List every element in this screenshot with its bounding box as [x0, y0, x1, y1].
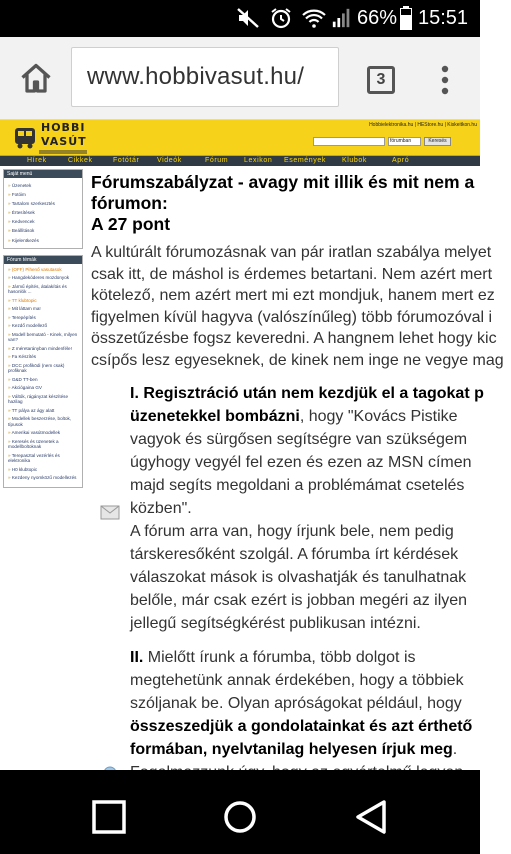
partner-links[interactable]: Hobbielektronika.hu | HEStore.hu | Kiskeitkon.hu — [369, 122, 477, 128]
rule-1-line: úgyhogy vegyél fel ezen és ezen az MSN címen — [130, 454, 472, 471]
article-title — [91, 172, 491, 235]
forum-topics-box — [3, 255, 83, 488]
home-circle-icon[interactable] — [222, 800, 258, 836]
forum-topic-link[interactable]: » Keresés és üzenetek a modellboltoknak — [8, 439, 80, 450]
site-logo[interactable] — [13, 121, 87, 155]
nav-fototar[interactable]: Fotótár — [113, 157, 140, 164]
forum-topic-link[interactable]: » H0 klubtopic — [8, 467, 80, 473]
forum-topic-link[interactable]: » Z méretarányban mindenféle! — [8, 346, 80, 352]
browser-toolbar — [0, 37, 480, 120]
logo-text-top: HOBBI — [41, 121, 86, 134]
url-text: www.hobbivasut.hu/ — [87, 63, 305, 90]
status-bar — [0, 0, 480, 37]
sidebar-item-notifications[interactable]: » Értesítések — [8, 208, 80, 217]
nav-lexikon[interactable]: Lexikon — [244, 157, 273, 164]
forum-topic-link[interactable]: » Modell bemutató - Kinek, milyen van? — [8, 332, 80, 343]
nav-apro[interactable]: Apró — [392, 157, 410, 164]
my-menu-box — [3, 169, 83, 249]
rule-2-line: szóljanak be. Olyan apróságokat például, hogy — [130, 695, 462, 712]
rule-1-line: közben". — [130, 500, 192, 517]
search-scope-select[interactable]: fórumban — [388, 137, 421, 146]
my-menu-title: Saját menü — [4, 170, 82, 178]
address-bar[interactable] — [71, 47, 339, 107]
tabs-icon[interactable]: 3 — [367, 66, 395, 94]
sidebar-item-logout[interactable]: » Kijelentkezés — [8, 236, 80, 245]
sidebar — [0, 169, 84, 494]
site-header — [0, 120, 480, 156]
envelope-icon — [100, 502, 120, 520]
search-button[interactable]: Keresés — [424, 137, 451, 146]
sidebar-item-content-edit[interactable]: » Tartalom szerkesztés — [8, 199, 80, 208]
my-menu-list — [4, 178, 82, 248]
rule-1b-line: A fórum arra van, hogy írjunk bele, nem pedig — [130, 523, 454, 540]
forum-topics-title: Fórum témák — [4, 256, 82, 264]
forum-topic-link[interactable]: » G&D TT-ben — [8, 377, 80, 383]
sidebar-item-messages[interactable]: » Üzenetek — [8, 181, 80, 190]
rule-1b-line: társkeresőként szolgál. A fórumba írt kérdések — [130, 546, 459, 563]
train-logo-icon — [13, 125, 39, 151]
forum-topic-link[interactable]: » TT klubtopic — [8, 298, 80, 304]
home-icon[interactable] — [18, 61, 54, 97]
nav-klubok[interactable]: Klubok — [342, 157, 368, 164]
rails-icon — [39, 150, 87, 154]
forum-topic-link[interactable]: » Modellek beszerzése, boltok, típusok — [8, 416, 80, 427]
wifi-icon — [300, 6, 328, 30]
sidebar-item-settings[interactable]: » Beállítások — [8, 226, 80, 235]
clock: 15:51 — [418, 7, 469, 29]
rule-1b-line: jellegű segítségkérést publikusan intézni. — [130, 615, 421, 632]
rule-1-bold: Regisztráció után nem kezdjük el a tagokat p — [143, 385, 484, 402]
system-nav-bar — [0, 770, 480, 854]
forum-topic-link[interactable]: » Jármű építés, átalakítás és hasonlók ... — [8, 284, 80, 295]
nav-cikkek[interactable]: Cikkek — [68, 157, 93, 164]
forum-topic-link[interactable]: » DCC profiködi (nem csak) profiknak — [8, 363, 80, 374]
sidebar-item-favorites[interactable]: » Kedvencek — [8, 217, 80, 226]
nav-hirek[interactable]: Hírek — [27, 157, 47, 164]
forum-topic-link[interactable]: » Mit láttam ma! — [8, 306, 80, 312]
rule-2-line: Mielőtt írunk a fórumba, több dolgot is — [147, 649, 416, 666]
forum-topic-link[interactable]: » TT pálya az ágy alatt — [8, 408, 80, 414]
forum-topic-link[interactable]: » (OFF) Pihenő vasutasok — [8, 267, 80, 273]
site-nav — [0, 156, 480, 166]
rule-1-line: majd segíts megoldani a problémámat csetelés — [130, 477, 465, 494]
rule-2-line: megtehetünk annak érdekében, hogy a többiek — [130, 672, 464, 689]
rule-1-bold-2: üzenetekkel bombázni — [130, 408, 300, 425]
rule-number: II. — [130, 649, 144, 666]
article-header — [91, 172, 491, 235]
rule-2-end: . — [452, 741, 458, 758]
article-title-line: Fórumszabályzat - avagy mit illik és mit nem a — [91, 172, 475, 192]
nav-forum[interactable]: Fórum — [205, 157, 229, 164]
rule-2-bold: összeszedjük a gondolatainkat és azt érthető — [130, 718, 473, 735]
article-title-line: A 27 pont — [91, 214, 171, 234]
rule-2-bold: formában, nyelvtanilag helyesen írjuk meg — [130, 741, 453, 758]
forum-topic-link[interactable]: » Váltók, rágányzat készítése hazilag — [8, 394, 80, 405]
rule-1b-line: válaszokat mások is olvashatják és tanulhatnak — [130, 569, 467, 586]
battery-icon — [398, 6, 414, 30]
signal-icon — [331, 6, 353, 30]
recents-icon[interactable] — [92, 800, 126, 834]
rule-1-text: , hogy "Kovács Pistike — [299, 408, 458, 425]
alarm-icon — [268, 6, 294, 30]
rule-number: I. — [130, 385, 139, 402]
sidebar-item-photos[interactable]: » Fotóim — [8, 190, 80, 199]
nav-esemenyek[interactable]: Események — [284, 157, 326, 164]
article-intro: A kultúrált fórumozásnak van pár iratlan szabálya melyet csak itt, de máshol is érdemes betartani. Nem azért mert kötelező, nem azért mert mi ezt mondjuk, hanem mert ez figyelmen kívül hagyva (valószínűleg) több fórumozóval i összetűzésbe fogsz keveredni. A hangnem lehet hogy kic csípős lesz egyeseknek, de kinek nem inge ne vegye mag — [91, 244, 504, 369]
back-icon[interactable] — [354, 800, 388, 834]
forum-topic-link[interactable]: » Kezdeny nyomközű modellezés — [8, 475, 80, 481]
forum-topic-link[interactable]: » Terepépítés — [8, 315, 80, 321]
web-page — [0, 120, 504, 770]
forum-topics-list — [4, 264, 82, 487]
forum-topic-link[interactable]: » Akciógaina GV — [8, 385, 80, 391]
rule-1-line: vagyok és sürgősen segítségre van szükségem — [130, 431, 468, 448]
overflow-menu-icon[interactable] — [440, 65, 450, 95]
rule-2 — [130, 646, 510, 784]
search-input[interactable] — [313, 137, 385, 146]
forum-topic-link[interactable]: » Terepasztal vezérlés és elektronika — [8, 453, 80, 464]
logo-text-bottom: VASÚT — [41, 135, 87, 148]
rule-1b-line: belőle, már csak ezért is jobban megéri az ilyen — [130, 592, 468, 609]
rule-1 — [130, 382, 510, 635]
forum-topic-link[interactable]: » Fa Készítés — [8, 354, 80, 360]
forum-topic-link[interactable]: » Amerikai vasútmodellek — [8, 430, 80, 436]
article-title-line: fórumon: — [91, 193, 168, 213]
forum-topic-link[interactable]: » Hangdekóderes mozdonyok — [8, 275, 80, 281]
forum-topic-link[interactable]: » Kezdő modellező — [8, 323, 80, 329]
battery-percent: 66% — [357, 7, 398, 29]
mute-icon — [236, 6, 260, 30]
nav-videok[interactable]: Videók — [157, 157, 182, 164]
